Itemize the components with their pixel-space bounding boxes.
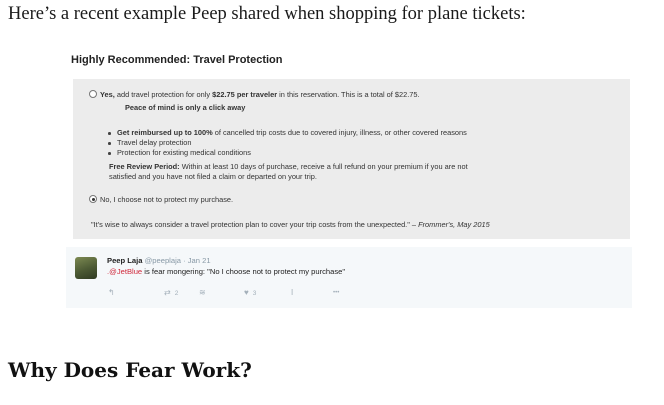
no-label: No, I choose not to protect my purchase. — [100, 195, 234, 204]
review-period — [109, 162, 479, 182]
tweet-author-name[interactable]: Peep Laja — [107, 256, 143, 265]
retweet-icon: ⇄ — [164, 288, 171, 297]
retweet-count: 2 — [174, 290, 179, 297]
tweet-mention[interactable]: .@JetBlue — [107, 267, 143, 276]
reply-icon[interactable]: ↰ — [108, 288, 115, 297]
yes-option[interactable] — [89, 90, 420, 100]
more-icon[interactable]: ••• — [333, 290, 340, 296]
tweet-meta: @peeplaja · Jan 21 — [142, 256, 211, 265]
analytics-icon[interactable]: I — [291, 288, 294, 297]
offer-title: Highly Recommended: Travel Protection — [71, 54, 283, 66]
frommers-quote — [91, 220, 490, 230]
like-icon: ♥ — [244, 288, 249, 297]
review-label: Free Review Period: — [109, 162, 180, 171]
tweet-text — [107, 267, 345, 276]
benefit-text: Protection for existing medical conditions — [117, 148, 251, 157]
intro-paragraph: Here’s a recent example Peep shared when shopping for plane tickets: — [8, 4, 526, 24]
yes-total-text: in this reservation. This is a total of $22.75. — [277, 90, 420, 99]
no-option[interactable] — [89, 195, 233, 205]
benefits-list — [106, 128, 467, 158]
section-heading: Why Does Fear Work? — [8, 358, 252, 382]
no-radio[interactable] — [89, 195, 97, 203]
embedded-screenshot — [66, 44, 632, 308]
retweet-button[interactable] — [164, 288, 178, 297]
per-traveler: per traveler — [234, 90, 278, 99]
tweet-card — [66, 247, 632, 308]
review-text: Within at least 10 days of purchase, receive a full refund on your premium if you are not satisfied and you have not filed a claim or departed on your trip. — [109, 162, 468, 181]
benefit-text: Travel delay protection — [117, 138, 192, 147]
like-button[interactable] — [244, 288, 256, 297]
benefit-item — [106, 148, 467, 158]
price: $22.75 — [212, 90, 235, 99]
avatar[interactable] — [75, 257, 97, 279]
benefit-bold: Get reimbursed up to 100% — [117, 128, 213, 137]
yes-label: Yes, — [100, 90, 115, 99]
like-count: 3 — [252, 290, 257, 297]
travel-protection-offer — [73, 79, 630, 239]
quote-source: Frommer's, May 2015 — [418, 220, 490, 229]
benefit-item — [106, 138, 467, 148]
yes-radio[interactable] — [89, 90, 97, 98]
peace-of-mind-text: Peace of mind is only a click away — [125, 103, 246, 112]
benefit-text: of cancelled trip costs due to covered injury, illness, or other covered reasons — [212, 128, 467, 137]
yes-text: add travel protection for only — [114, 90, 213, 99]
buffer-icon[interactable]: ≋ — [199, 288, 206, 297]
tweet-actions — [66, 288, 632, 300]
tweet-header — [107, 256, 211, 265]
benefit-item — [106, 128, 467, 138]
quote-text: "It's wise to always consider a travel protection plan to cover your trip costs from the unexpected." – — [91, 220, 419, 229]
tweet-body: is fear mongering: "No I choose not to protect my purchase" — [142, 267, 346, 276]
